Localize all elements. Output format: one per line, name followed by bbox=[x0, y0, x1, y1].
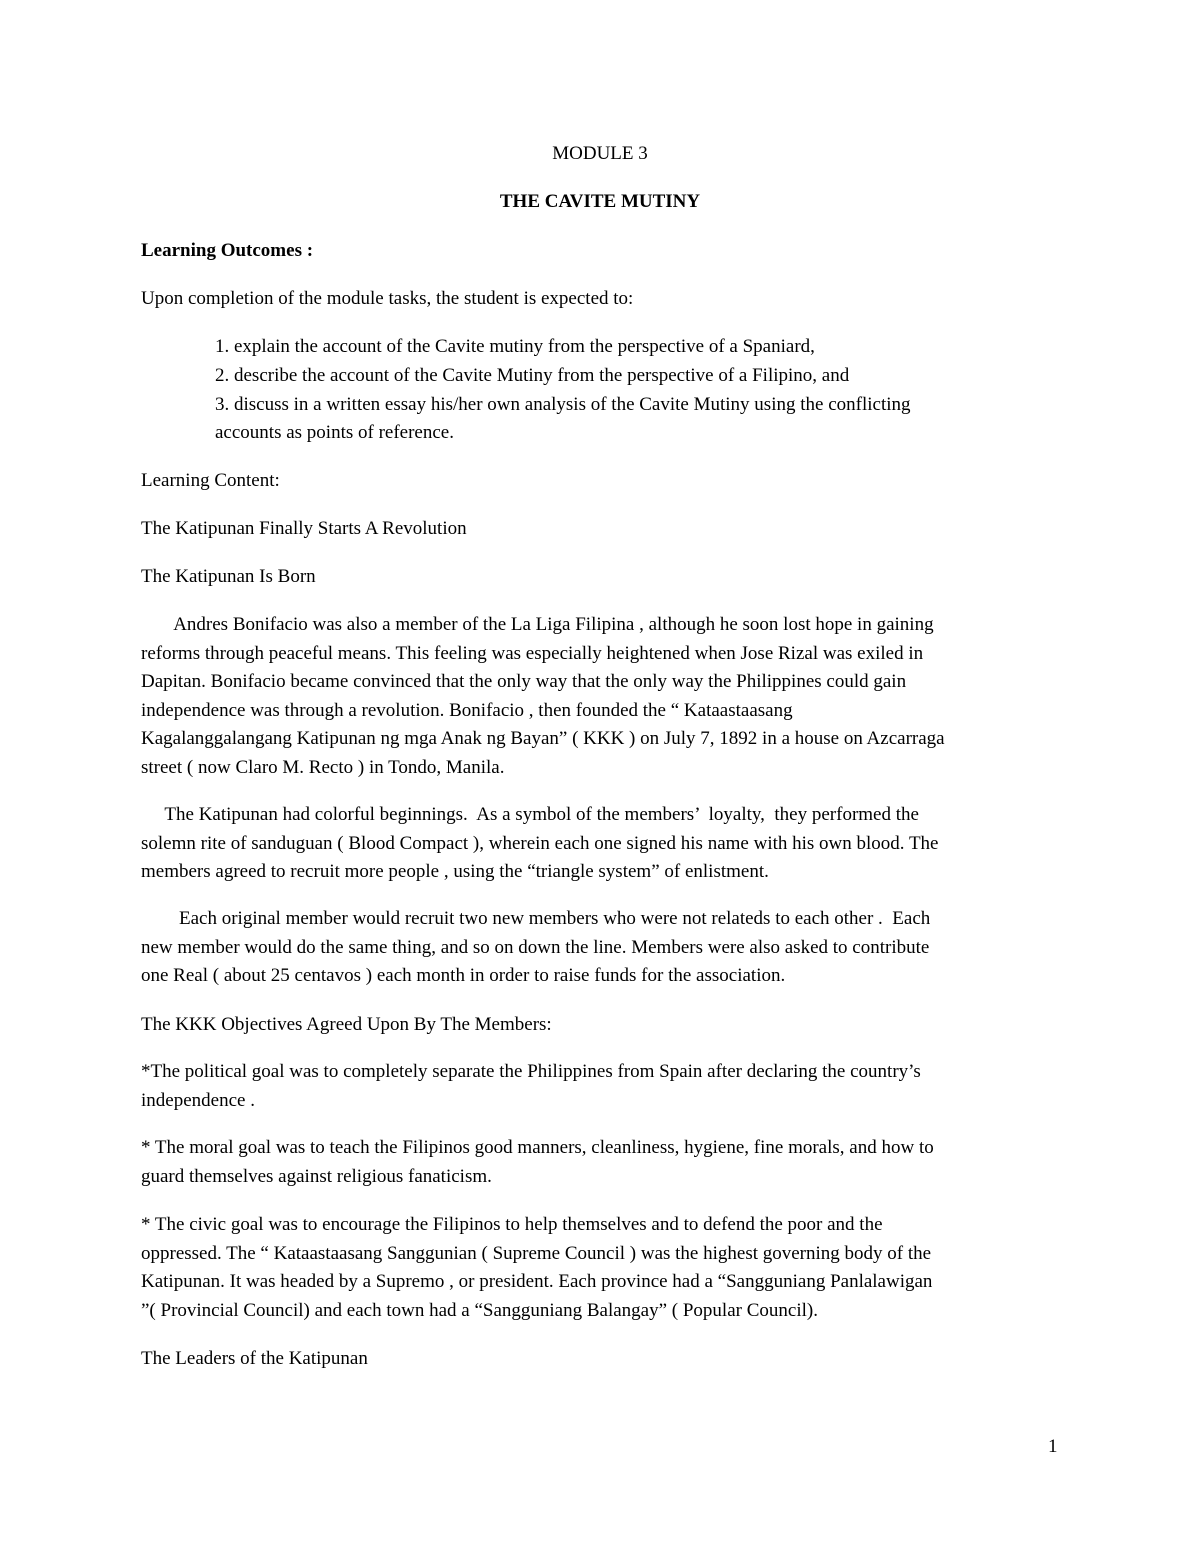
intro-text: Upon completion of the module tasks, the student is expected to: bbox=[141, 288, 634, 309]
paragraph-line: The Katipunan had colorful beginnings. As a symbol of the members’ loyalty, they performed the bbox=[141, 804, 919, 825]
objective-moral bbox=[141, 1134, 1071, 1191]
objective-civic bbox=[141, 1211, 1071, 1325]
paragraph-line: ”( Provincial Council) and each town had a “Sangguniang Balangay” ( Popular Council). bbox=[141, 1299, 818, 1321]
objective-political bbox=[141, 1058, 1071, 1115]
paragraph-line: oppressed. The “ Kataastaasang Sanggunian ( Supreme Council ) was the highest governing body of the bbox=[141, 1242, 932, 1264]
outcome-item-1: 1. explain the account of the Cavite mutiny from the perspective of a Spaniard, bbox=[215, 336, 815, 357]
paragraph-line: reforms through peaceful means. This feeling was especially heightened when Jose Rizal was exiled in bbox=[141, 642, 924, 664]
section-heading-revolution: The Katipunan Finally Starts A Revolution bbox=[141, 518, 467, 539]
paragraph-recruitment bbox=[141, 905, 1071, 991]
paragraph-line: new member would do the same thing, and so on down the line. Members were also asked to contribute bbox=[141, 936, 930, 958]
paragraph-line: one Real ( about 25 centavos ) each month in order to raise funds for the association. bbox=[141, 965, 786, 986]
section-heading-leaders: The Leaders of the Katipunan bbox=[141, 1348, 368, 1369]
paragraph-line: Each original member would recruit two new members who were not relateds to each other . Each bbox=[141, 908, 931, 929]
paragraph-line: * The moral goal was to teach the Filipinos good manners, cleanliness, hygiene, fine morals, and how to bbox=[141, 1137, 934, 1158]
outcome-item-3-continued: accounts as points of reference. bbox=[215, 422, 454, 443]
paragraph-beginnings bbox=[141, 801, 1071, 887]
objectives-heading: The KKK Objectives Agreed Upon By The Members: bbox=[141, 1014, 552, 1035]
document-title: THE CAVITE MUTINY bbox=[499, 191, 701, 212]
paragraph-line: Kagalanggalangang Katipunan ng mga Anak ng Bayan” ( KKK ) on July 7, 1892 in a house on Azcarraga bbox=[141, 728, 945, 749]
outcome-item-3: 3. discuss in a written essay his/her own analysis of the Cavite Mutiny using the conflicting bbox=[215, 394, 911, 415]
paragraph-line: Katipunan. It was headed by a Supremo , or president. Each province had a “Sangguniang Panlalawigan bbox=[141, 1271, 933, 1292]
paragraph-line: members agreed to recruit more people , using the “triangle system” of enlistment. bbox=[141, 861, 769, 882]
paragraph-line: independence . bbox=[141, 1089, 255, 1111]
page-number: 1 bbox=[1048, 1436, 1058, 1457]
paragraph-line: * The civic goal was to encourage the Filipinos to help themselves and to defend the poor and the bbox=[141, 1214, 883, 1235]
paragraph-line: *The political goal was to completely separate the Philippines from Spain after declaring the country’s bbox=[141, 1061, 921, 1082]
paragraph-line: independence was through a revolution. Bonifacio , then founded the “ Kataastaasang bbox=[141, 699, 793, 721]
learning-outcomes-heading: Learning Outcomes : bbox=[141, 240, 314, 261]
outcome-item-2: 2. describe the account of the Cavite Mutiny from the perspective of a Filipino, and bbox=[215, 365, 850, 386]
module-label: MODULE 3 bbox=[552, 143, 648, 164]
paragraph-line: street ( now Claro M. Recto ) in Tondo, Manila. bbox=[141, 756, 505, 778]
section-heading-born: The Katipunan Is Born bbox=[141, 566, 316, 587]
paragraph-line: solemn rite of sanduguan ( Blood Compact ), wherein each one signed his name with his own blood. The bbox=[141, 832, 939, 854]
learning-content-heading: Learning Content: bbox=[141, 470, 280, 491]
paragraph-line: Dapitan. Bonifacio became convinced that the only way that the only way the Philippines could gain bbox=[141, 671, 907, 692]
paragraph-line: Andres Bonifacio was also a member of the La Liga Filipina , although he soon lost hope in gaining bbox=[141, 614, 934, 635]
paragraph-line: guard themselves against religious fanaticism. bbox=[141, 1165, 492, 1187]
paragraph-bonifacio bbox=[141, 611, 1071, 782]
